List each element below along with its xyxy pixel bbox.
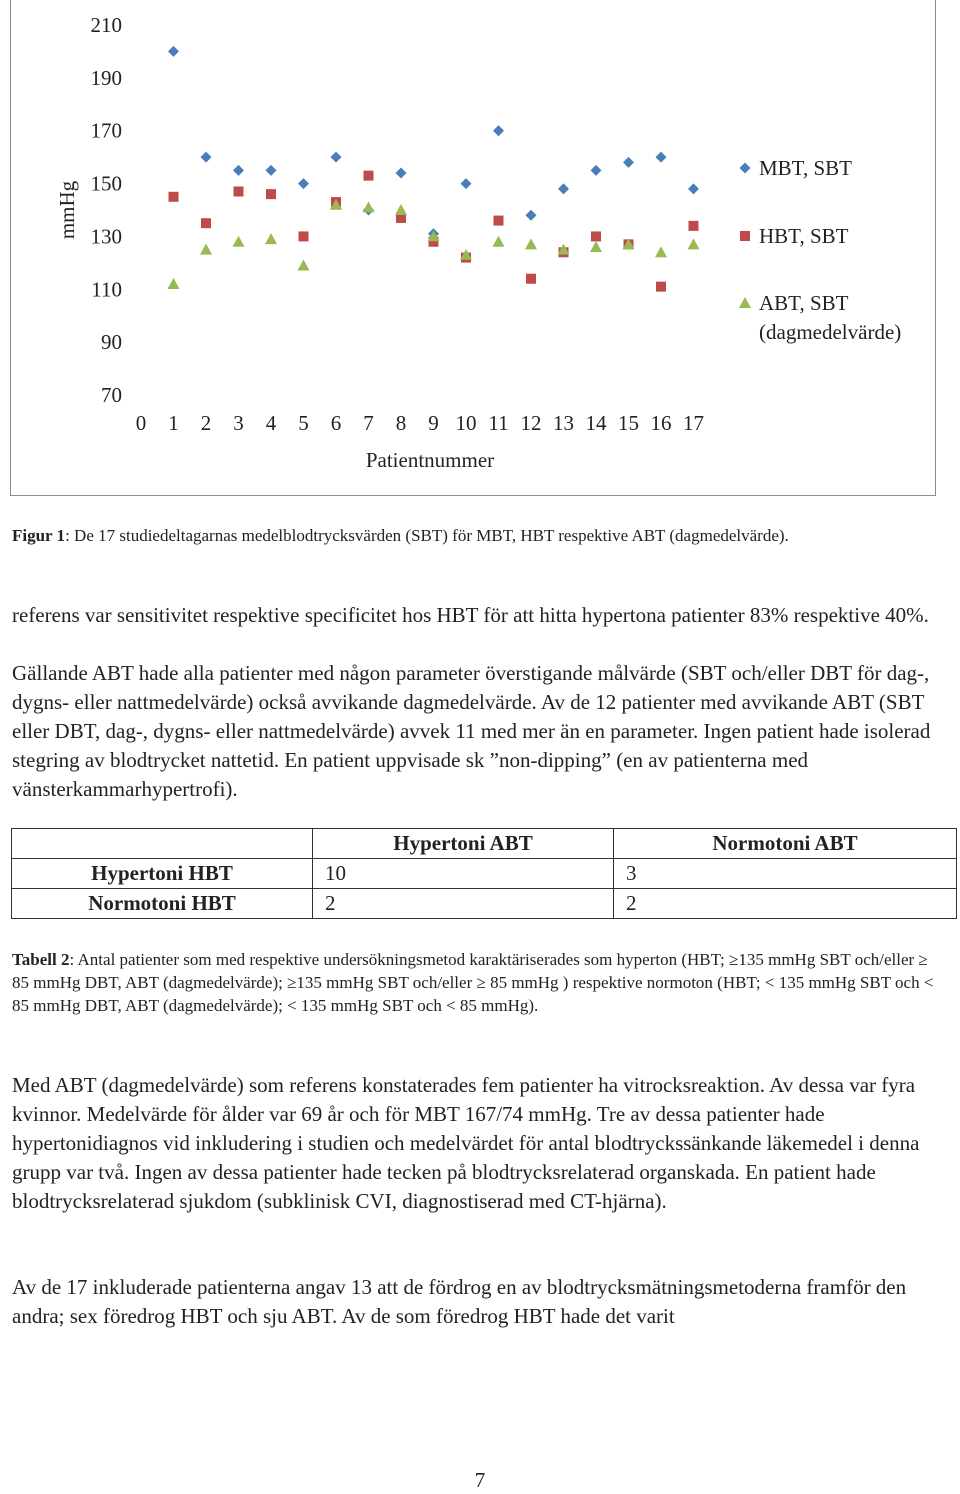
data-point-series-2 [364, 171, 374, 181]
x-tick-label: 6 [330, 411, 342, 435]
x-tick-label: 0 [135, 411, 147, 435]
data-point-series-1 [493, 125, 504, 136]
data-point-series-3 [655, 246, 667, 257]
x-tick-label: 8 [395, 411, 407, 435]
legend-marker-series-2 [740, 231, 750, 241]
paragraph-2: Gällande ABT hade alla patienter med någon parameter överstigande målvärde (SBT och/eller DBT för dag-, dygns- eller nattmedelvärde) också avvikande dagmedelvärde. Av de 12 patienter med avvikande ABT (SBT eller DBT, dag-, dygns- eller nattmedelvärde) avvek 11 med mer än en parameter. Ingen patient hade isolerad stegring av blodtrycket nattetid. En patient uppvisade sk ”non-dipping” (en av patienterna med vänsterkammarhypertrofi). [12, 661, 931, 801]
table-col-header-normotoni-abt: Normotoni ABT [614, 829, 957, 859]
data-point-series-1 [591, 165, 602, 176]
data-point-series-3 [298, 260, 310, 271]
data-point-series-2 [201, 218, 211, 228]
table-caption-label: Tabell 2 [12, 950, 70, 969]
legend-marker-series-1 [740, 163, 751, 174]
y-tick-label: 170 [90, 118, 122, 143]
table-cell: 3 [614, 859, 957, 889]
data-point-series-2 [591, 231, 601, 241]
table-cell: 2 [614, 889, 957, 919]
x-tick-label: 4 [265, 411, 277, 435]
data-point-series-3 [200, 244, 212, 255]
y-tick-label: 210 [90, 13, 122, 37]
data-point-series-2 [299, 231, 309, 241]
data-point-series-2 [266, 189, 276, 199]
data-point-series-2 [526, 274, 536, 284]
x-tick-label: 9 [428, 411, 439, 435]
data-point-series-3 [265, 233, 277, 244]
x-tick-label: 2 [200, 411, 212, 435]
page-number: 7 [474, 1468, 486, 1492]
table-row [12, 889, 957, 919]
data-point-series-1 [233, 165, 244, 176]
table-cell: 2 [313, 889, 614, 919]
table-cell: 10 [313, 859, 614, 889]
y-tick-label: 90 [101, 330, 122, 355]
x-tick-label: 5 [298, 411, 309, 435]
data-point-series-1 [201, 152, 212, 163]
data-point-series-1 [623, 157, 634, 168]
data-point-series-3 [590, 241, 602, 252]
x-tick-label: 1 [168, 411, 179, 435]
table-corner-cell [12, 829, 313, 859]
x-tick-label: 13 [553, 411, 574, 435]
legend-label: MBT, SBT [759, 156, 852, 180]
table-col-header-hypertoni-abt: Hypertoni ABT [313, 829, 614, 859]
paragraph-1: referens var sensitivitet respektive specificitet hos HBT för att hitta hypertona patienter 83% respektive 40%. [12, 603, 929, 627]
y-tick-label: 190 [90, 65, 122, 90]
data-point-series-2 [169, 192, 179, 202]
table-row-header: Hypertoni HBT [12, 859, 313, 889]
table-header-row [12, 829, 957, 859]
chart-frame [10, 0, 936, 496]
x-tick-label: 16 [650, 411, 672, 435]
table-row-header: Normotoni HBT [12, 889, 313, 919]
x-axis-title: Patientnummer [365, 448, 495, 472]
figure-caption [12, 524, 942, 547]
legend-label: HBT, SBT [759, 224, 849, 248]
y-tick-label: 70 [101, 383, 122, 407]
data-point-series-1 [461, 178, 472, 189]
data-point-series-2 [689, 221, 699, 231]
data-point-series-3 [493, 236, 505, 247]
table-caption-text: : Antal patienter som med respektive undersökningsmetod karaktäriserades som hyperton (HBT; ≥135 mmHg SBT och/eller ≥ 85 mmHg DBT, ABT (dagmedelvärde); ≥135 mmHg SBT och/eller ≥ 85 mmHg ) respektive normoton (HBT; < 135 mmHg SBT och < 85 mmHg DBT, ABT (dagmedelvärde); < 135 mmHg SBT och < 85 mmHg). [12, 950, 934, 1015]
legend-marker-series-3 [739, 297, 751, 308]
x-tick-label: 10 [455, 411, 477, 435]
x-tick-label: 11 [488, 411, 509, 435]
x-tick-label: 12 [520, 411, 542, 435]
data-point-series-3 [525, 238, 537, 249]
scatter-chart [11, 0, 937, 496]
data-point-series-2 [494, 216, 504, 226]
data-point-series-1 [396, 168, 407, 179]
data-point-series-1 [266, 165, 277, 176]
table-row [12, 859, 957, 889]
data-point-series-3 [688, 238, 700, 249]
table-caption [12, 948, 942, 1017]
data-point-series-1 [331, 152, 342, 163]
x-tick-label: 17 [683, 411, 704, 435]
y-axis-title: mmHg [55, 180, 79, 240]
x-tick-label: 15 [618, 411, 639, 435]
y-tick-label: 110 [91, 277, 122, 302]
data-point-series-1 [688, 183, 699, 194]
x-tick-label: 7 [363, 411, 374, 435]
data-point-series-3 [363, 201, 375, 212]
data-point-series-1 [168, 46, 179, 57]
y-tick-label: 150 [90, 171, 122, 196]
legend-label: ABT, SBT (dagmedelvärde) [759, 291, 902, 344]
results-table [11, 828, 957, 919]
y-tick-label: 130 [90, 224, 122, 249]
paragraph-3: Med ABT (dagmedelvärde) som referens konstaterades fem patienter ha vitrocksreaktion. Av dessa var fyra kvinnor. Medelvärde för ålder var 69 år och för MBT 167/74 mmHg. Tre av dessa patienter hade hypertonidiagnos vid inkludering i studien och medelvärdet för antal blodtryckssänkande läkemedel i denna grupp var två. Ingen av dessa patienter hade tecken på blodtrycksrelaterad organskada. En patient hade blodtrycksrelaterad sjukdom (subklinisk CVI, diagnostiserad med CT-hjärna). [12, 1073, 920, 1213]
x-tick-label: 3 [233, 411, 244, 435]
figure-caption-label: Figur 1 [12, 526, 66, 545]
data-point-series-1 [526, 210, 537, 221]
data-point-series-3 [233, 236, 245, 247]
data-point-series-1 [558, 183, 569, 194]
paragraph-4: Av de 17 inkluderade patienterna angav 13 att de fördrog en av blodtrycksmätningsmetoderna framför den andra; sex föredrog HBT och sju ABT. Av de som föredrog HBT hade det varit [12, 1275, 907, 1328]
x-tick-label: 14 [585, 411, 607, 435]
data-point-series-1 [656, 152, 667, 163]
data-point-series-3 [395, 204, 407, 215]
data-point-series-2 [656, 282, 666, 292]
data-point-series-3 [168, 278, 180, 289]
figure-caption-text: : De 17 studiedeltagarnas medelblodtrycksvärden (SBT) för MBT, HBT respektive ABT (dagmedelvärde). [65, 526, 789, 545]
data-point-series-2 [234, 187, 244, 197]
data-point-series-3 [428, 230, 440, 241]
data-point-series-1 [298, 178, 309, 189]
